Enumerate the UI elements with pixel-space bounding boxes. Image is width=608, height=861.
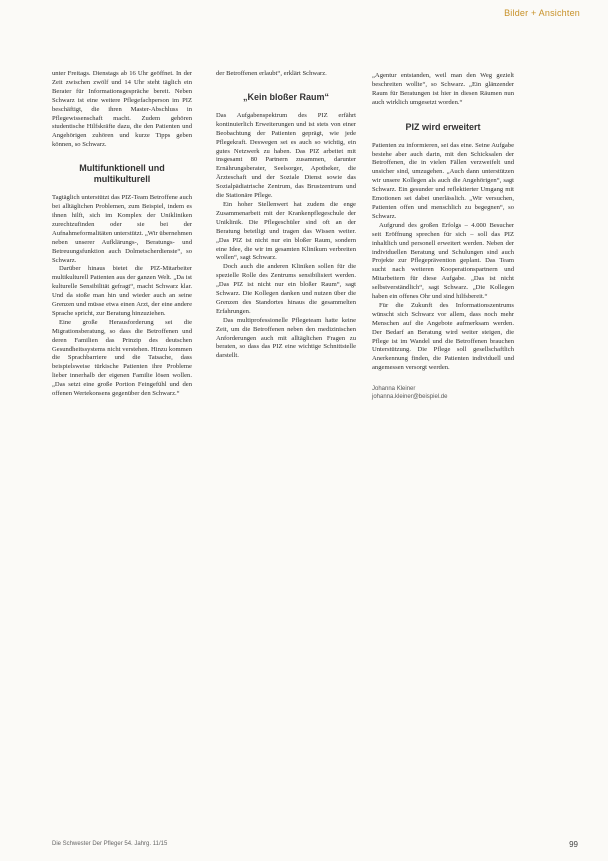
paragraph: „Agentur entstanden, weil man den Weg gezielt beschreiten wollte“, so Schwarz. „Ein glänzender Raum für Beratungen ist hier in diesen Räumen nun auch wirklich umgesetzt worden.“: [372, 72, 514, 106]
paragraph: der Betroffenen erlaubt“, erklärt Schwarz.: [216, 70, 327, 77]
subheading-multifunktionell: Multifunktionell und multikulturell: [79, 163, 165, 185]
author-signature: [372, 385, 514, 401]
subheading-kein-blosser-raum: „Kein bloßer Raum“: [242, 91, 329, 102]
paragraph: Tagtäglich unterstützt das PIZ-Team Betroffene auch bei alltäglichen Problemen, zum Beispiel, indem es ihnen hilft, sich im Komplex der Unikliniken zurechtzufinden oder sie bei der Aufnahmeformalitäten unterstützt. „Wir übernehmen neben unserer Aufklärungs-, Beratungs- und Betreuungsfunktion auch Dolmetscherdienste“, so Schwarz.: [52, 194, 192, 264]
paragraph: Patienten zu informieren, sei das eine. Seine Aufgabe bestehe aber auch darin, mit den Schicksalen der Betroffenen, die in vielen Fällen verzweifelt und unsicher sind, umzugehen. „Auch dann unterstützen wir unsere Kollegen als auch die Angehörigen“, sagt Schwarz. Ein gesunder und reflektierter Umgang mit Emotionen sei dabei unerlässlich. „Wir versuchen, Patienten offen und menschlich zu begegnen“, so Schwarz.: [372, 141, 514, 220]
paragraph: Ein hoher Stellenwert hat zudem die enge Zusammenarbeit mit der Krankenpflegeschule der Uniklinik. Die Pflegeschüler sind oft an der Beratung beteiligt und tragen das Wissen weiter. „Das PIZ ist nicht nur ein bloßer Raum, sondern eine Idee, die wir im gesamten Klinikum verbreiten wollen“, sagt Schwarz.: [216, 200, 356, 262]
footer-publication: Die Schwester Der Pfleger 54. Jahrg. 11/15: [52, 841, 168, 847]
paragraph: unter Freitags. Dienstags ab 16 Uhr geöffnet. In der Zeit zwischen zwölf und 14 Uhr steht täglich ein Berater für Informationsgespräche bereit. Neben Schwarz ist eine weitere Pflegefachperson im PIZ beschäftigt, die ihren Master-Abschluss in Pflegewissenschaft macht. Zudem gehören studentische Hilfskräfte dazu, die den Patienten und Angehörigen zuhören und kurze Tipps geben können, so Schwarz.: [52, 70, 192, 149]
paragraph: Das multiprofessionelle Pflegeteam hatte keine Zeit, um die Betroffenen neben den medizinischen Anforderungen auch mit alltäglichen Fragen zu beraten, so dass das PIZ eine wichtige Schnittstelle darstellt.: [216, 316, 356, 360]
paragraph: Das Aufgabenspektrum des PIZ erfährt kontinuierlich Erweiterungen und ist stets von einer Beobachtung der Patienten geprägt, wie jede Pflegekraft. Deswegen sei es auch so wichtig, ein gutes Netzwerk zu haben. Das PIZ arbeitet mit insgesamt 80 Partnern zusammen, darunter Ernährungsberater, Seelsorger, Apotheker, die Ärzteschaft und der Soziale Dienst sowie das Sozialpädiatrische Zentrum, das Brustzentrum und die Stationäre Pflege.: [216, 111, 356, 200]
column-middle: [216, 70, 356, 361]
paragraph: Aufgrund des großen Erfolgs – 4.000 Besucher seit Eröffnung sprechen für sich – soll das PIZ inhaltlich und personell erweitert werden. Neben der individuellen Beratung und Schulungen sind auch Projekte zur Pflegeprävention geplant. Das Team sucht nach weiteren Kooperationspartnern und Mitarbeitern für diese Aufgabe. „Das ist nicht selbstverständlich“, sagt Schwarz. „Die Kollegen haben ein offenes Ohr und sind hilfsbereit.“: [372, 221, 514, 301]
paragraph: Eine große Herausforderung sei die Migrationsberatung, so dass die Betroffenen und deren Familien das Prinzip des deutschen Gesundheitssystems nicht verstehen. Hinzu kommen die Sprachbarriere und die Tatsache, dass beispielsweise türkische Patienten ihre Probleme lieber innerhalb der eigenen Familie lösen wollen. „Das setzt eine große Portion Feingefühl und den offenen Wertekonsens gegenüber den Schwarz.“: [52, 318, 192, 398]
author-email: johanna.kleiner@beispiel.de: [372, 394, 448, 401]
subheading-piz-erweitert: PIZ wird erweitert: [405, 121, 481, 132]
section-label: Bilder + Ansichten: [504, 8, 580, 18]
author-name: Johanna Kleiner: [372, 386, 416, 393]
page-number: 99: [569, 840, 578, 849]
paragraph: Für die Zukunft des Informationszentrums wünscht sich Schwarz vor allem, dass noch mehr Menschen auf die Angebote aufmerksam werden. Der Bedarf an Beratung wird weiter steigen, die Pflege ist im Wandel und die Betroffenen brauchen Unterstützung. Die Pflege soll gesellschaftlich Anerkennung finden, die Patienten individuell und angemessen versorgt werden.: [372, 301, 514, 372]
column-left: [52, 70, 192, 399]
column-right: [372, 72, 514, 401]
paragraph: Doch auch die anderen Kliniken sollen für die spezielle Rolle des Zentrums sensibilisiert werden. „Das PIZ ist nicht nur ein bloßer Raum“, sagt Schwarz. Die Kollegen danken und nutzen über die Grenzen des Standortes hinaus die gesammelten Erfahrungen.: [216, 263, 356, 315]
paragraph: Darüber hinaus bietet die PIZ-Mitarbeiter multikulturell Patienten aus der ganzen Welt. „Da ist kulturelle Sensibilität gefragt“, macht Schwarz klar. Und da stoße man hin und wieder auch an seine Grenzen und müsse etwa einen Arzt, der eine andere Sprache spricht, zur Beratung hinzuziehen.: [52, 265, 192, 317]
